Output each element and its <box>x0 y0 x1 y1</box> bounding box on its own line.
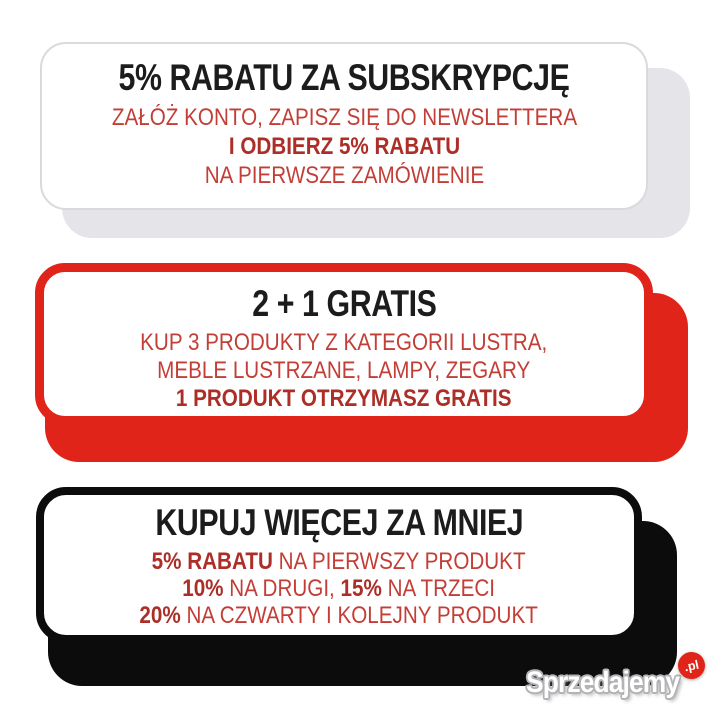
promo-body <box>107 329 580 413</box>
card-face <box>36 487 642 643</box>
text-segment: 10% <box>182 575 224 602</box>
promo-line <box>111 161 576 190</box>
promo-line <box>111 132 576 161</box>
promo-title-volume-discount: KUPUJ WIĘCEJ ZA MNIEJ <box>155 502 523 543</box>
text-segment: NA PIERWSZE ZAMÓWIENIE <box>204 162 484 189</box>
promo-body <box>107 548 570 629</box>
text-segment: 15% <box>340 575 383 602</box>
promo-line <box>140 575 538 602</box>
promo-line <box>111 103 576 132</box>
text-segment: 20% <box>139 602 182 629</box>
promo-line <box>140 385 547 413</box>
promo-card-two-plus-one <box>35 263 653 425</box>
promo-body <box>74 103 615 190</box>
promo-line <box>140 329 547 357</box>
text-segment: KUP 3 PRODUKTY Z KATEGORII LUSTRA, <box>140 329 548 356</box>
text-segment: MEBLE LUSTRZANE, LAMPY, ZEGARY <box>157 357 531 384</box>
text-segment: NA CZWARTY I KOLEJNY PRODUKT <box>181 602 539 629</box>
promo-line <box>140 548 538 575</box>
text-segment: 5% RABATU <box>152 548 274 575</box>
pl-badge-icon: .pl <box>675 649 707 681</box>
promo-card-subscription <box>40 42 648 210</box>
promo-line <box>140 357 547 385</box>
card-face <box>35 263 653 425</box>
promo-title-subscription: 5% RABATU ZA SUBSKRYPCJĘ <box>118 57 570 98</box>
text-segment: NA TRZECI <box>382 575 496 602</box>
promo-card-volume-discount <box>36 487 642 643</box>
sprzedajemy-watermark <box>526 657 716 714</box>
text-segment: I ODBIERZ 5% RABATU <box>228 133 460 160</box>
text-segment: 1 PRODUKT OTRZYMASZ GRATIS <box>176 385 512 412</box>
card-face <box>40 42 648 210</box>
text-segment: ZAŁÓŻ KONTO, ZAPISZ SIĘ DO NEWSLETTERA <box>111 104 577 131</box>
text-segment: NA DRUGI, <box>223 575 341 602</box>
promo-line <box>140 602 538 629</box>
promo-title-two-plus-one: 2 + 1 GRATIS <box>251 283 437 324</box>
text-segment: NA PIERWSZY PRODUKT <box>273 548 526 575</box>
sprzedajemy-logo: Sprzedajemy <box>526 666 680 699</box>
